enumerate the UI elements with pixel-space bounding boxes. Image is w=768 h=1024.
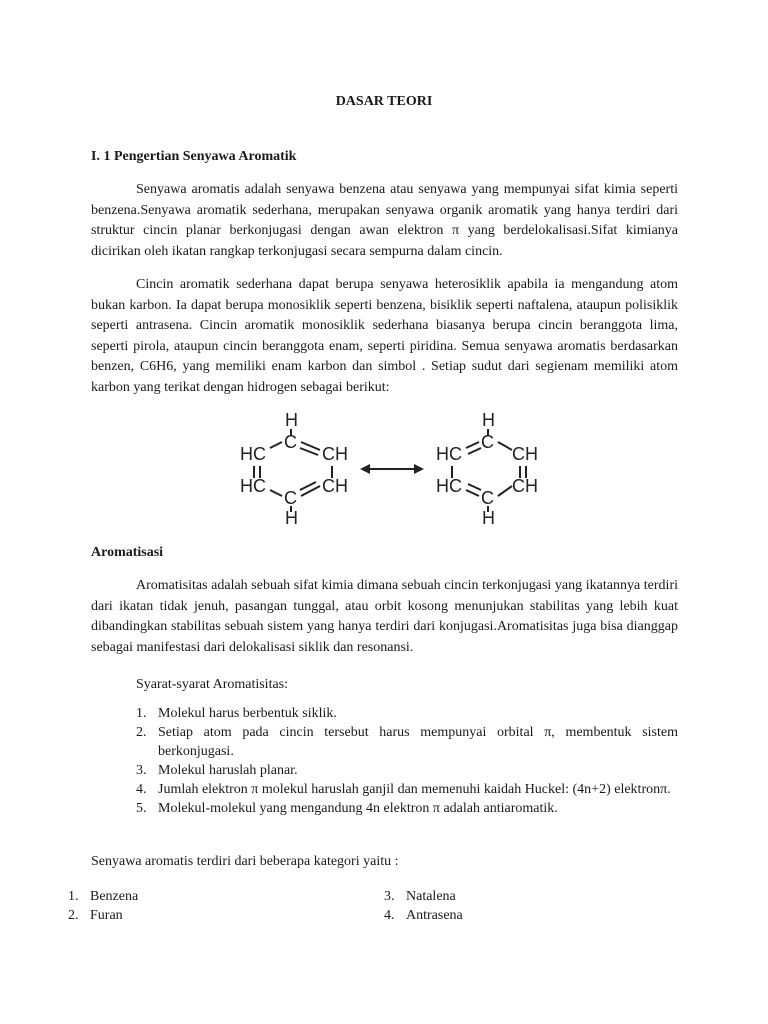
paragraph: Aromatisitas adalah sebuah sifat kimia dimana sebuah cincin terkonjugasi yang ikatannya terdiri dari ikatan tidak jenuh, pasangan tunggal, atau orbit kosong menunjukan stabilitas yang lebih kuat dibandingkan stabilitas sebuah sistem yang hanya terdiri dari konjugasi.Aromatisitas juga bisa dianggap sebagai manifestasi dari delokalisasi siklik dan resonansi. [91,578,678,655]
atom-label: C [284,432,297,452]
benzene-structure-right [436,410,538,528]
list-text: Molekul haruslah planar. [158,763,298,778]
bond [466,490,479,496]
aromatization-heading: Aromatisasi [91,545,164,560]
list-number: 2. [136,725,147,740]
list-number: 3. [136,763,147,778]
requirements-intro: Syarat-syarat Aromatisitas: [136,677,289,692]
list-item [136,780,678,799]
page-title: DASAR TEORI [335,94,433,109]
atom-label: CH [512,476,538,496]
paragraph: Senyawa aromatis adalah senyawa benzena atau senyawa yang mempunyai sifat kimia seperti benzena.Senyawa aromatik sederhana, merupakan senyawa organik aromatik yang hanya terdiri dari struktur cincin planar berkonjugasi dengan awan elektron π yang berdelokalisasi.Sifat kimianya dicirikan oleh ikatan rangkap terkonjugasi secara sempurna dalam cincin. [91,182,678,259]
atom-label: C [481,488,494,508]
bond [270,442,282,448]
bond [498,442,512,450]
list-item [384,906,684,925]
bond [270,490,282,496]
list-text: Setiap atom pada cincin tersebut harus mempunyai orbital π, membentuk sistem berkonjugasi. [158,725,678,759]
resonance-arrow [360,464,424,474]
list-item [136,704,678,723]
list-item [68,887,368,906]
benzene-resonance-diagram [230,406,560,536]
categories-intro: Senyawa aromatis terdiri dari beberapa kategori yaitu : [91,854,399,869]
atom-label: CH [322,444,348,464]
list-text: Antrasena [406,908,463,923]
requirements-list [136,704,678,818]
list-item [136,761,678,780]
list-text: Jumlah elektron π molekul haruslah ganjil dan memenuhi kaidah Huckel: (4n+2) elektronπ. [158,782,671,797]
list-item [136,799,678,818]
list-item [68,906,368,925]
list-text: Molekul harus berbentuk siklik. [158,706,337,721]
paragraph: Cincin aromatik sederhana dapat berupa senyawa heterosiklik apabila ia mengandung atom bukan karbon. Ia dapat berupa monosiklik seperti benzena, bisiklik seperti naftalena, ataupun polisiklik seperti antrasena. Cincin aromatik monosiklik sederhana biasanya berupa cincin beranggota lima, seperti pirola, ataupun cincin beranggota enam, seperti piridina. Semua senyawa aromatis berdasarkan benzen, C6H6, yang memiliki enam karbon dan simbol . Setiap sudut dari segienam memiliki atom karbon yang terikat dengan hidrogen sebagai berikut: [91,277,678,395]
atom-label: CH [512,444,538,464]
atom-label: HC [240,444,266,464]
atom-label: HC [436,476,462,496]
atom-label: H [285,410,298,430]
list-text: Benzena [90,889,139,904]
atom-label: C [284,488,297,508]
benzene-structure-left [240,410,348,528]
bond [468,448,481,454]
list-number: 2. [68,908,79,923]
atom-label: HC [240,476,266,496]
list-text: Furan [90,908,123,923]
atom-label: H [482,410,495,430]
list-text: Natalena [406,889,456,904]
atom-label: HC [436,444,462,464]
bond [466,442,479,448]
list-number: 3. [384,889,395,904]
section-heading: I. 1 Pengertian Senyawa Aromatik [91,149,297,164]
list-number: 1. [68,889,79,904]
list-item [384,887,684,906]
bond [468,484,481,490]
atom-label: CH [322,476,348,496]
list-number: 4. [136,782,147,797]
categories-list-left [68,887,368,925]
list-item [136,723,678,761]
atom-label: H [285,508,298,528]
list-number: 5. [136,801,147,816]
bond [498,486,512,496]
categories-list-right [384,887,684,925]
list-number: 1. [136,706,147,721]
list-number: 4. [384,908,395,923]
atom-label: C [481,432,494,452]
atom-label: H [482,508,495,528]
list-text: Molekul-molekul yang mengandung 4n elektron π adalah antiaromatik. [158,801,558,816]
